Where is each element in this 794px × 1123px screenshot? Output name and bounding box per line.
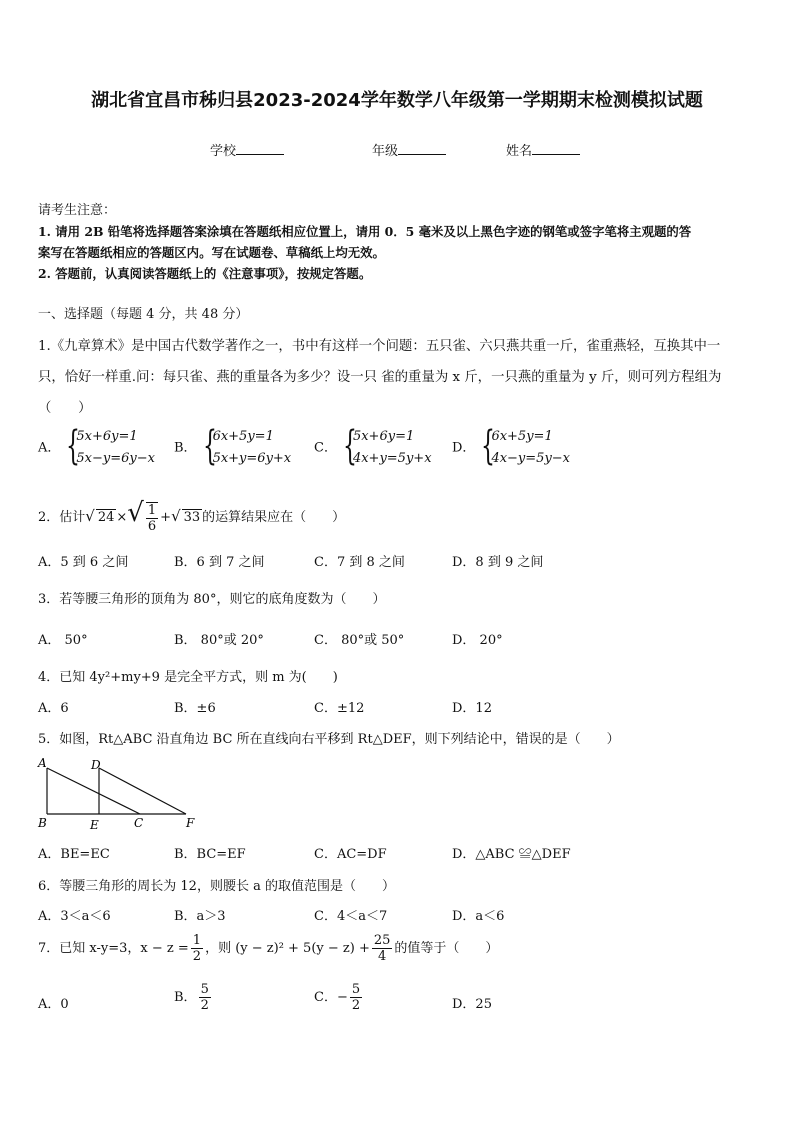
q2-suffix: 的运算结果应在（ ） [202, 510, 346, 525]
q6-option-c[interactable]: C．4＜a＜7 [314, 909, 388, 924]
q7-option-a[interactable]: A．0 [38, 997, 69, 1012]
name-label: 姓名 [506, 144, 533, 159]
notice-line-1a: 1. 请用 2B 铅笔将选择题答案涂填在答题纸相应位置上，请用 0．5 毫米及以上黑色字迹的钢笔或签字笔将主观题的答 [38, 224, 692, 239]
school-label: 学校 [210, 144, 237, 159]
q5-option-d[interactable]: D．△ABC ≌△DEF [452, 847, 571, 862]
section-heading: 一、选择题（每题 4 分，共 48 分） [38, 307, 249, 322]
q3-option-b[interactable]: B． 80°或 20° [174, 633, 264, 648]
question-5: 5．如图，Rt△ABC 沿直角边 BC 所在直线向右平移到 Rt△DEF，则下列结论中，错误的是（ ） [38, 732, 620, 747]
q3-option-d[interactable]: D． 20° [452, 633, 503, 648]
grade-field[interactable] [372, 140, 446, 159]
q2-option-d[interactable]: D．8 到 9 之间 [452, 555, 544, 570]
question-4: 4．已知 4y²+my+9 是完全平方式，则 m 为( ) [38, 670, 338, 685]
q7-option-b[interactable] [174, 982, 213, 1013]
q5-option-a[interactable]: A．BE=EC [38, 847, 110, 862]
question-2 [38, 495, 763, 536]
point-d-label: D [91, 758, 101, 772]
segment-df [99, 768, 186, 814]
q1-option-d[interactable] [452, 423, 571, 470]
q2-option-b[interactable]: B．6 到 7 之间 [174, 555, 265, 570]
option-label: A． [38, 440, 61, 456]
q2-option-c[interactable]: C．7 到 8 之间 [314, 555, 405, 570]
q1-line-1: 1.《九章算术》是中国古代数学著作之一，书中有这样一个问题：五只雀、六只燕共重一斤，雀重燕轻，互换其中一 [38, 339, 721, 354]
q2-radicand-2: 33 [183, 510, 201, 525]
exam-title: 湖北省宜昌市秭归县2023-2024学年数学八年级第一学期期末检测模拟试题 [91, 90, 703, 111]
radical-sign: √ [85, 507, 95, 525]
q1-option-a[interactable] [38, 423, 155, 470]
q7-fraction-1: $\frac{1}{2}$ [192, 933, 202, 964]
question-7 [38, 932, 763, 966]
point-a-label: A [38, 756, 47, 770]
q7-option-c[interactable] [314, 982, 364, 1013]
q2-radicand-1: 24 [97, 510, 115, 525]
q4-option-b[interactable]: B．±6 [174, 701, 216, 716]
option-label: B． [174, 440, 197, 456]
option-label: D． [452, 440, 476, 456]
q4-option-c[interactable]: C．±12 [314, 701, 365, 716]
q1-option-c[interactable] [314, 423, 432, 470]
q2-prefix: 2．估计 [38, 510, 86, 525]
q7-c-fraction: $\frac{5}{2}$ [351, 982, 361, 1013]
notice-line-2: 2. 答题前，认真阅读答题纸上的《注意事项》，按规定答题。 [38, 266, 372, 281]
plus-sign: + [160, 510, 172, 525]
q5-option-c[interactable]: C．AC=DF [314, 847, 387, 862]
notice-block [38, 200, 768, 284]
q2-fraction: $\frac{1}{6}$ [147, 502, 157, 534]
school-blank[interactable] [236, 142, 284, 155]
q3-option-c[interactable]: C． 80°或 50° [314, 633, 405, 648]
question-3: 3．若等腰三角形的顶角为 80°，则它的底角度数为（ ） [38, 592, 386, 607]
q2-option-a[interactable]: A．5 到 6 之间 [38, 555, 129, 570]
q3-option-a[interactable]: A． 50° [38, 633, 88, 648]
point-c-label: C [134, 816, 144, 830]
q7-middle: ，则 (y − z)² + 5(y − z) + [205, 941, 370, 956]
grade-label: 年级 [372, 144, 399, 159]
q6-option-a[interactable]: A．3＜a＜6 [38, 909, 111, 924]
q5-option-b[interactable]: B．BC=EF [174, 847, 246, 862]
notice-line-1b: 案写在答题纸相应的答题区内。写在试题卷、草稿纸上均无效。 [38, 245, 385, 260]
equation-system: { 6x+5y=1 5x+y=6y+x [202, 423, 292, 469]
equation-system: { 5x+6y=1 5x−y=6y−x [66, 423, 155, 469]
radical-sign: √ [127, 498, 144, 528]
q4-option-a[interactable]: A．6 [38, 701, 69, 716]
q7-b-fraction: $\frac{5}{2}$ [200, 982, 209, 1013]
notice-heading: 请考生注意： [38, 203, 117, 218]
q7-fraction-2: $\frac{25}{4}$ [373, 933, 391, 964]
segment-ac [47, 768, 140, 814]
equation-system: { 5x+6y=1 4x+y=5y+x [342, 423, 432, 469]
point-e-label: E [90, 818, 99, 832]
translation-figure [36, 756, 198, 832]
question-6: 6．等腰三角形的周长为 12，则腰长 a 的取值范围是（ ） [38, 879, 395, 894]
name-field[interactable] [506, 140, 580, 159]
q1-option-b[interactable] [174, 423, 292, 470]
q7-prefix: 7．已知 x-y=3，x − z = [38, 941, 189, 956]
q7-suffix: 的值等于（ ） [394, 941, 499, 956]
point-b-label: B [38, 816, 47, 830]
option-label: B． [174, 990, 197, 1005]
name-blank[interactable] [532, 142, 580, 155]
q1-paren: （ ） [38, 401, 92, 416]
q7-option-d[interactable]: D．25 [452, 997, 492, 1012]
question-1 [38, 331, 763, 424]
grade-blank[interactable] [398, 142, 446, 155]
option-label: C． [314, 440, 337, 456]
q4-option-d[interactable]: D．12 [452, 701, 492, 716]
option-label: C．− [314, 990, 348, 1005]
q6-option-d[interactable]: D．a＜6 [452, 909, 505, 924]
radical-sign: √ [171, 507, 181, 525]
school-field[interactable] [210, 140, 284, 159]
equation-system: { 6x+5y=1 4x−y=5y−x [481, 423, 571, 469]
q6-option-b[interactable]: B．a＞3 [174, 909, 226, 924]
q1-line-2: 只，恰好一样重.问：每只雀、燕的重量各为多少？设一只 雀的重量为 x 斤，一只燕的重量为 y 斤，则可列方程组为 [38, 370, 722, 385]
point-f-label: F [186, 816, 195, 830]
times-sign: × [116, 510, 128, 525]
